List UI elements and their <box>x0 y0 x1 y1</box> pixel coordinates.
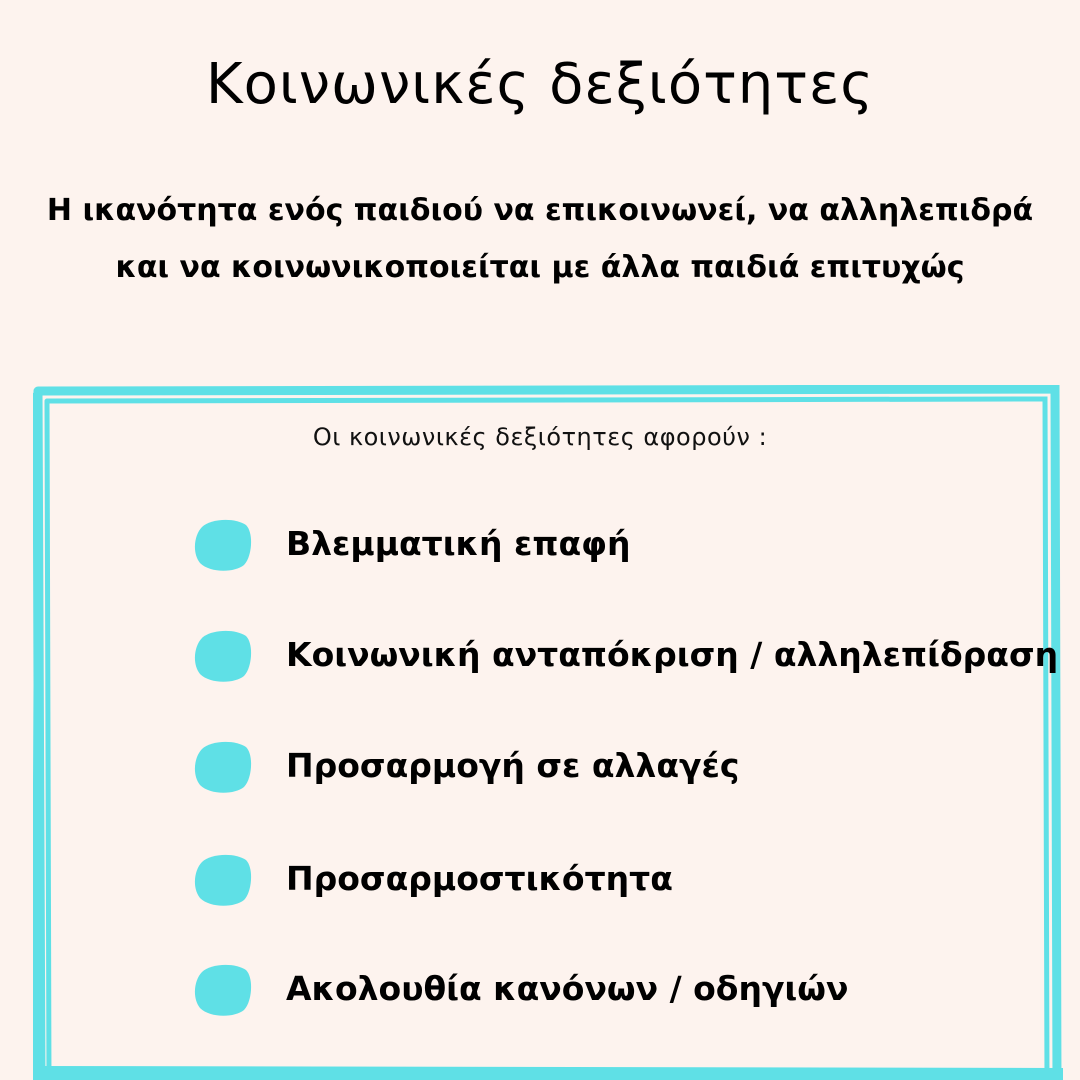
list-item-label: Προσαρμογή σε αλλαγές <box>286 746 740 785</box>
list-item <box>194 960 1064 1020</box>
bullet-dot-icon <box>194 628 252 682</box>
list-item-label: Κοινωνική ανταπόκριση / αλληλεπίδραση <box>286 635 1059 674</box>
bullet-dot-icon <box>194 517 252 571</box>
list-item <box>194 626 1064 686</box>
list-item-label: Προσαρμοστικότητα <box>286 859 673 898</box>
bullet-dot-icon <box>194 852 252 906</box>
intro-text: Οι κοινωνικές δεξιότητες αφορούν : <box>312 423 768 451</box>
subtitle-line-1: Η ικανότητα ενός παιδιού να επικοινωνεί, να αλληλεπιδρά <box>46 193 1034 228</box>
bullet-dot-icon <box>194 962 252 1016</box>
list-item-label: Ακολουθία κανόνων / οδηγιών <box>286 969 849 1008</box>
bullet-dot-icon <box>194 739 252 793</box>
list-item <box>194 737 1064 797</box>
list-item-label: Βλεμματική επαφή <box>286 524 631 563</box>
subtitle-line-2: και να κοινωνικοποιείται με άλλα παιδιά επιτυχώς <box>115 250 965 285</box>
list-item <box>194 850 1064 910</box>
page-title: Κοινωνικές δεξιότητες <box>205 52 875 117</box>
list-item <box>194 515 1064 575</box>
